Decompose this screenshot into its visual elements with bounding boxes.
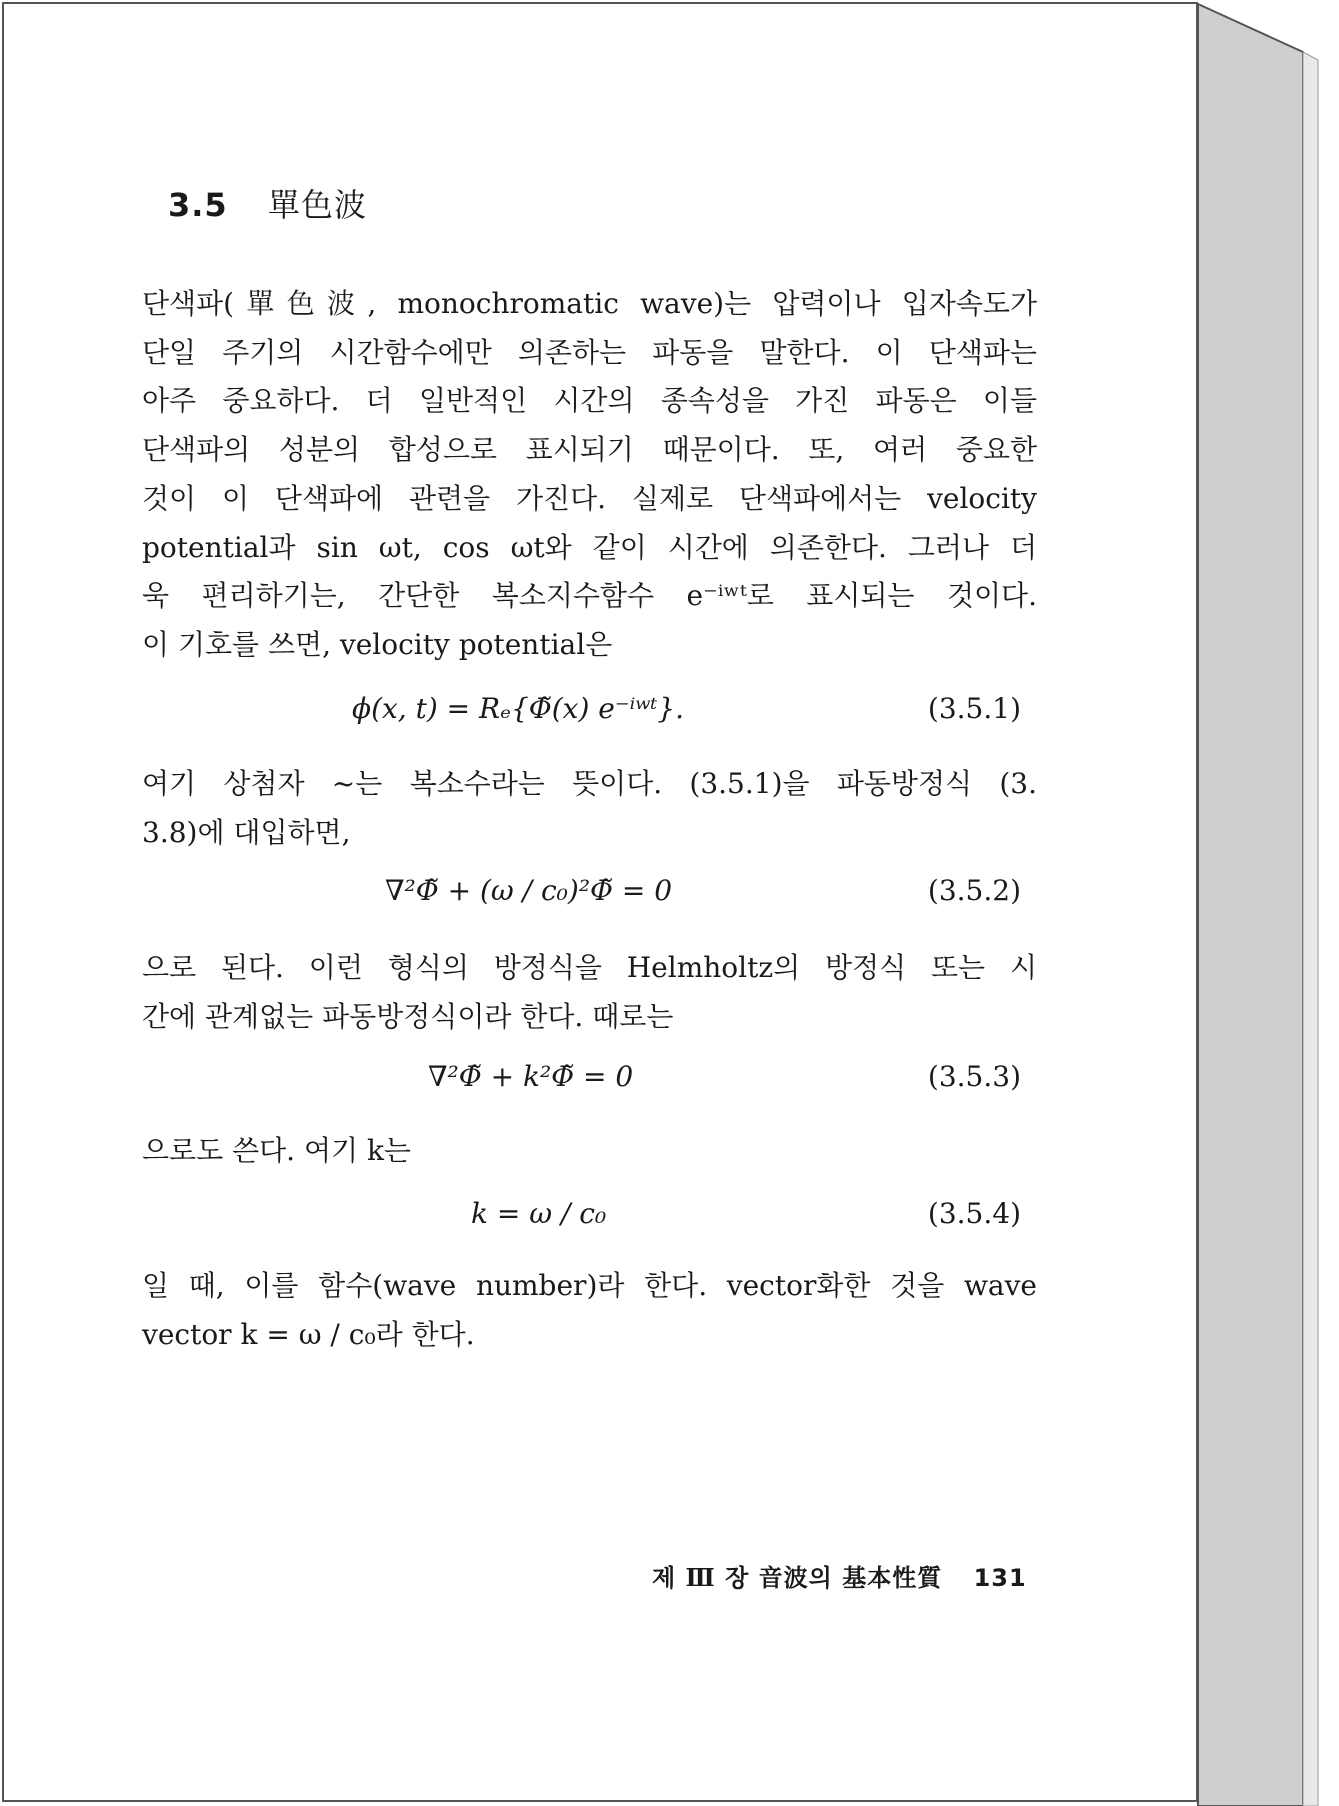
section-title: 單色波 xyxy=(267,186,367,224)
equation-3-5-2: ∇²Φ̃ + (ω / c₀)²Φ̃ = 0 xyxy=(385,874,673,907)
equation-number-3-5-3: (3.5.3) xyxy=(927,1060,1021,1093)
paragraph-1 xyxy=(142,280,1037,670)
equation-number-3-5-2: (3.5.2) xyxy=(927,874,1021,907)
equation-3-5-1: ϕ(x, t) = Rₑ{Φ̃(x) e⁻ⁱʷᵗ}. xyxy=(352,692,684,725)
equation-number-3-5-1: (3.5.1) xyxy=(927,692,1021,725)
paragraph-2 xyxy=(142,760,1037,857)
equation-number-3-5-4: (3.5.4) xyxy=(927,1197,1021,1230)
text-line: 여기 상첨자 ~는 복소수라는 뜻이다. (3.5.1)을 파동방정식 (3. xyxy=(142,767,1037,800)
text-line: 단색파(單色波, monochromatic wave)는 압력이나 입자속도가 xyxy=(142,287,1037,320)
page-number: 131 xyxy=(973,1564,1027,1592)
page-footer xyxy=(652,1558,1027,1593)
text-line: 아주 중요하다. 더 일반적인 시간의 종속성을 가진 파동은 이들 xyxy=(142,384,1037,418)
section-number: 3.5 xyxy=(168,186,228,224)
chapter-title: 제 Ⅲ 장 音波의 基本性質 xyxy=(652,1563,943,1592)
equation-3-5-4: k = ω / c₀ xyxy=(471,1197,607,1230)
text-line: 3.8)에 대입하면, xyxy=(142,815,351,849)
text-line: 이 기호를 쓰면, velocity potential은 xyxy=(142,627,613,661)
section-heading xyxy=(168,180,367,226)
text-line: 욱 편리하기는, 간단한 복소지수함수 e⁻ⁱʷᵗ로 표시되는 것이다. xyxy=(142,579,1037,613)
text-line: 간에 관계없는 파동방정식이라 한다. 때로는 xyxy=(142,999,674,1033)
text-line: 으로도 쓴다. 여기 k는 xyxy=(142,1134,411,1167)
text-line: 일 때, 이를 함수(wave number)라 한다. vector화한 것을 wave xyxy=(142,1269,1037,1302)
paragraph-4 xyxy=(142,1127,1037,1176)
text-line: 단색파의 성분의 합성으로 표시되기 때문이다. 또, 여러 중요한 xyxy=(142,433,1037,467)
paragraph-3 xyxy=(142,944,1037,1041)
text-line: vector k = ω / c₀라 한다. xyxy=(142,1317,475,1351)
paragraph-5 xyxy=(142,1262,1037,1359)
text-line: 것이 이 단색파에 관련을 가진다. 실제로 단색파에서는 velocity xyxy=(142,481,1037,515)
text-line: 단일 주기의 시간함수에만 의존하는 파동을 말한다. 이 단색파는 xyxy=(142,335,1037,369)
equation-3-5-3: ∇²Φ̃ + k²Φ̃ = 0 xyxy=(428,1060,634,1093)
text-line: 으로 된다. 이런 형식의 방정식을 Helmholtz의 방정식 또는 시 xyxy=(142,951,1037,984)
text-line: potential과 sin ωt, cos ωt와 같이 시간에 의존한다. 그러나 더 xyxy=(142,530,1037,564)
